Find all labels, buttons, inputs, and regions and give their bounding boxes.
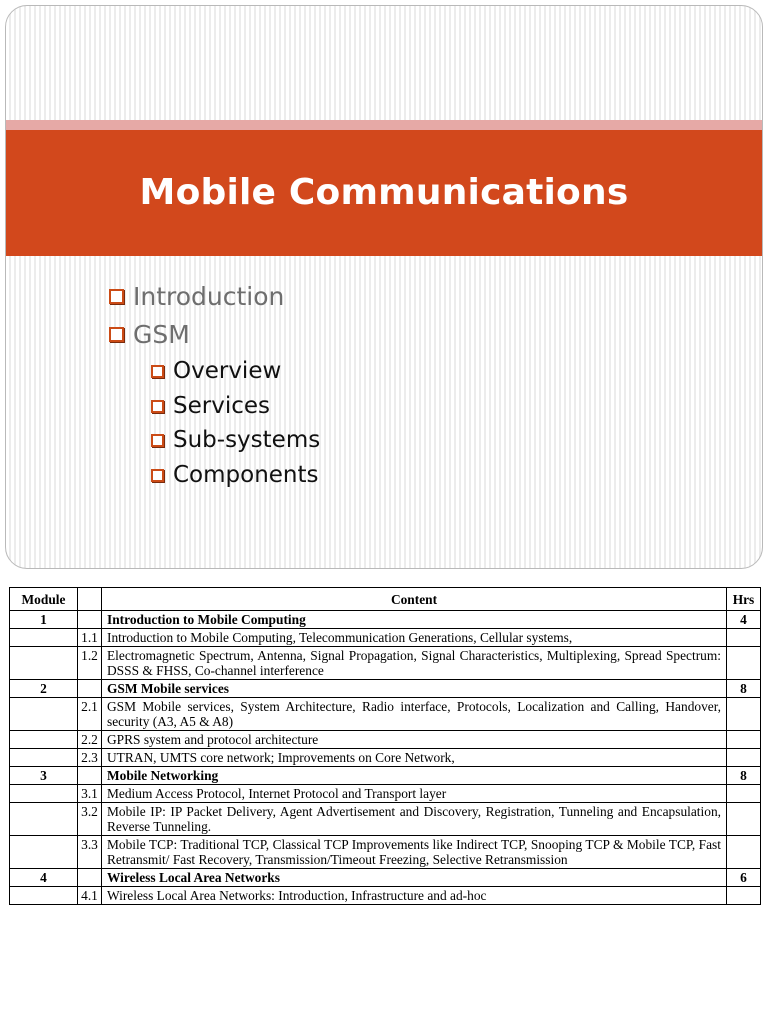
- subsection-cell: [78, 869, 102, 887]
- content-cell: GSM Mobile services, System Architecture, Radio interface, Protocols, Localization and Calling, Handover, security (A3, A5 & A8): [102, 698, 727, 731]
- content-cell: Electromagnetic Spectrum, Antenna, Signal Propagation, Signal Characteristics, Multiplexing, Spread Spectrum: DSSS & FHSS, Co-channel interference: [102, 647, 727, 680]
- content-cell: Medium Access Protocol, Internet Protocol and Transport layer: [102, 785, 727, 803]
- bullet-text: Overview: [173, 358, 282, 384]
- table-row: [10, 767, 761, 785]
- table-row: [10, 749, 761, 767]
- square-bullet-icon: [109, 289, 124, 304]
- subsection-cell: 2.3: [78, 749, 102, 767]
- content-cell: GPRS system and protocol architecture: [102, 731, 727, 749]
- content-cell: Introduction to Mobile Computing: [102, 611, 727, 629]
- content-header: Content: [102, 588, 727, 611]
- module-cell: 2: [10, 680, 78, 698]
- content-cell: UTRAN, UMTS core network; Improvements on Core Network,: [102, 749, 727, 767]
- module-cell: 4: [10, 869, 78, 887]
- content-cell: Wireless Local Area Networks: [102, 869, 727, 887]
- module-cell: [10, 803, 78, 836]
- table-row: [10, 803, 761, 836]
- hrs-cell: [727, 698, 761, 731]
- hrs-cell: [727, 887, 761, 905]
- table-row: [10, 629, 761, 647]
- table-row: [10, 680, 761, 698]
- subsection-cell: 3.3: [78, 836, 102, 869]
- module-cell: [10, 887, 78, 905]
- content-cell: Introduction to Mobile Computing, Telecommunication Generations, Cellular systems,: [102, 629, 727, 647]
- square-bullet-icon: [109, 327, 124, 342]
- subsection-cell: 2.1: [78, 698, 102, 731]
- table-row: [10, 698, 761, 731]
- bullet-text: GSM: [133, 320, 190, 349]
- hrs-cell: [727, 803, 761, 836]
- hrs-cell: [727, 731, 761, 749]
- module-cell: [10, 629, 78, 647]
- module-cell: [10, 749, 78, 767]
- subsection-cell: [78, 611, 102, 629]
- hrs-cell: [727, 647, 761, 680]
- table-row: [10, 785, 761, 803]
- subsection-cell: 1.2: [78, 647, 102, 680]
- hrs-cell: 6: [727, 869, 761, 887]
- content-cell: GSM Mobile services: [102, 680, 727, 698]
- table-row: [10, 731, 761, 749]
- hrs-cell: [727, 785, 761, 803]
- table-header-row: [10, 588, 761, 611]
- square-bullet-icon: [151, 400, 164, 413]
- hrs-cell: [727, 629, 761, 647]
- module-cell: [10, 731, 78, 749]
- table-row: [10, 647, 761, 680]
- bullet-item: [151, 358, 281, 384]
- module-cell: 3: [10, 767, 78, 785]
- module-cell: [10, 785, 78, 803]
- syllabus-table: [9, 587, 761, 905]
- bullet-item: [109, 282, 284, 311]
- square-bullet-icon: [151, 365, 164, 378]
- content-cell: Mobile IP: IP Packet Delivery, Agent Advertisement and Discovery, Registration, Tunneling and Encapsulation, Reverse Tunneling.: [102, 803, 727, 836]
- subsection-cell: [78, 767, 102, 785]
- bullet-item: [151, 462, 319, 488]
- slide-title: Mobile Communications: [139, 171, 629, 213]
- bullet-text: Components: [173, 462, 319, 488]
- bullet-item: [151, 393, 270, 419]
- table-row: [10, 611, 761, 629]
- bullet-item: [151, 427, 320, 453]
- bullet-item: [109, 320, 190, 349]
- bullet-text: Introduction: [133, 282, 285, 311]
- subsection-cell: 2.2: [78, 731, 102, 749]
- slide: [5, 5, 763, 569]
- hrs-cell: 4: [727, 611, 761, 629]
- hrs-cell: [727, 836, 761, 869]
- table-row: [10, 836, 761, 869]
- hrs-cell: [727, 749, 761, 767]
- content-cell: Mobile TCP: Traditional TCP, Classical TCP Improvements like Indirect TCP, Snooping TCP & Mobile TCP, Fast Retransmit/ Fast Recovery, Transmission/Timeout Freezing, Selective Retransmission: [102, 836, 727, 869]
- module-cell: [10, 647, 78, 680]
- table-row: [10, 869, 761, 887]
- subsection-cell: 3.1: [78, 785, 102, 803]
- square-bullet-icon: [151, 434, 164, 447]
- hrs-cell: 8: [727, 767, 761, 785]
- subsection-header: [78, 588, 102, 611]
- table-row: [10, 887, 761, 905]
- square-bullet-icon: [151, 469, 164, 482]
- slide-title-band: [6, 130, 762, 256]
- module-cell: [10, 698, 78, 731]
- hrs-header: Hrs: [727, 588, 761, 611]
- content-cell: Mobile Networking: [102, 767, 727, 785]
- module-cell: [10, 836, 78, 869]
- module-header: Module: [10, 588, 78, 611]
- subsection-cell: 4.1: [78, 887, 102, 905]
- module-cell: 1: [10, 611, 78, 629]
- subsection-cell: 3.2: [78, 803, 102, 836]
- bullet-text: Sub-systems: [173, 427, 321, 453]
- subsection-cell: [78, 680, 102, 698]
- bullet-text: Services: [173, 393, 270, 419]
- content-cell: Wireless Local Area Networks: Introduction, Infrastructure and ad-hoc: [102, 887, 727, 905]
- hrs-cell: 8: [727, 680, 761, 698]
- subsection-cell: 1.1: [78, 629, 102, 647]
